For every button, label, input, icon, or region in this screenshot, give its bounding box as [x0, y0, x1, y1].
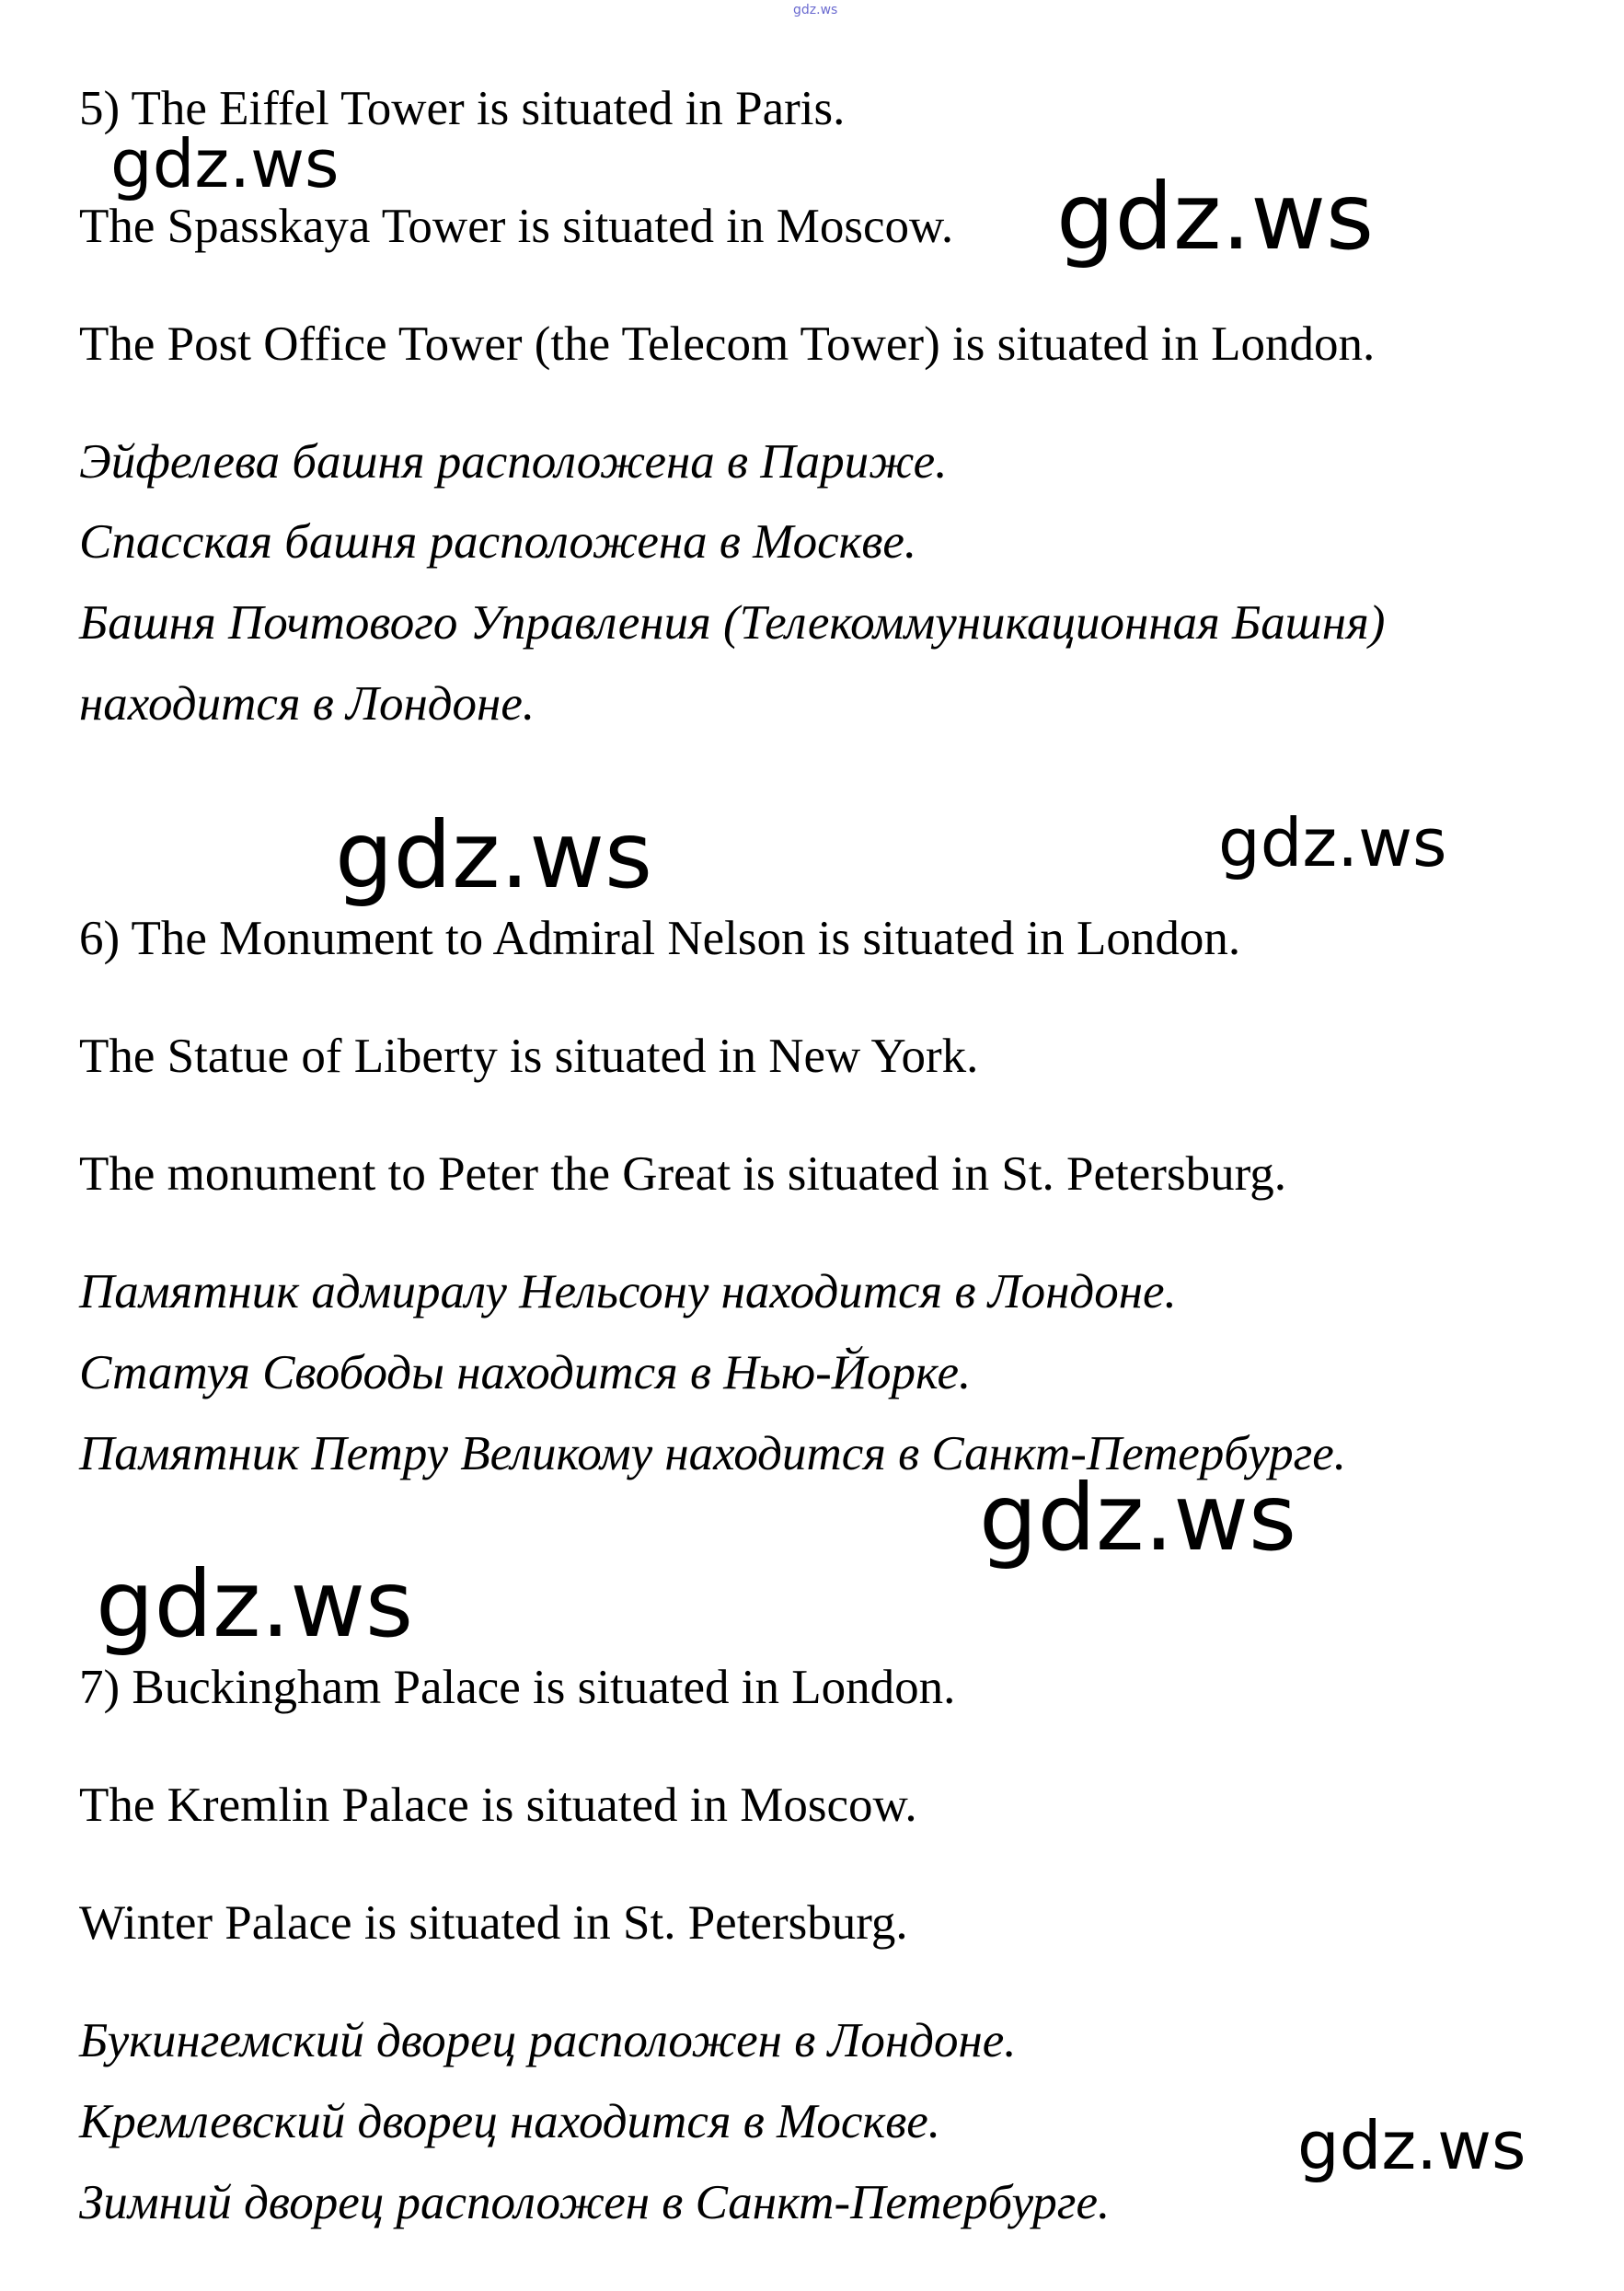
section-6-english-line-2: The Statue of Liberty is situated in New York.: [79, 1030, 979, 1083]
header-watermark: gdz.ws: [793, 3, 838, 17]
watermark: gdz.ws: [1218, 804, 1447, 881]
watermark: gdz.ws: [96, 1550, 414, 1658]
section-7-russian-line-3: Зимний дворец расположен в Санкт-Петербурге.: [79, 2176, 1111, 2229]
section-5-english-line-1: 5) The Eiffel Tower is situated in Paris.: [79, 82, 846, 135]
watermark: gdz.ws: [110, 125, 340, 202]
section-5-russian-line-4: находится в Лондоне.: [79, 677, 536, 731]
section-6-russian-line-3: Памятник Петру Великому находится в Санкт-Петербурге.: [79, 1427, 1347, 1480]
watermark: gdz.ws: [1056, 163, 1375, 271]
section-7-english-line-2: The Kremlin Palace is situated in Moscow.: [79, 1779, 917, 1832]
section-6-english-line-1: 6) The Monument to Admiral Nelson is situated in London.: [79, 912, 1241, 965]
section-6-russian-line-2: Статуя Свободы находится в Нью-Йорке.: [79, 1346, 972, 1399]
watermark: gdz.ws: [335, 801, 653, 909]
section-6-english-line-3: The monument to Peter the Great is situated in St. Petersburg.: [79, 1147, 1287, 1201]
section-5-russian-line-1: Эйфелева башня расположена в Париже.: [79, 435, 948, 489]
section-7-russian-line-1: Букингемский дворец расположен в Лондоне.: [79, 2014, 1017, 2067]
section-6-russian-line-1: Памятник адмиралу Нельсону находится в Лондоне.: [79, 1265, 1177, 1318]
section-5-russian-line-3: Башня Почтового Управления (Телекоммуникационная Башня): [79, 596, 1386, 650]
section-5-english-line-3: The Post Office Tower (the Telecom Tower) is situated in London.: [79, 317, 1376, 371]
watermark: gdz.ws: [979, 1464, 1297, 1571]
section-7-english-line-3: Winter Palace is situated in St. Petersburg.: [79, 1896, 908, 1950]
section-5-english-line-2: The Spasskaya Tower is situated in Moscow.: [79, 200, 954, 253]
section-7-russian-line-2: Кремлевский дворец находится в Москве.: [79, 2095, 940, 2148]
section-5-russian-line-2: Спасская башня расположена в Москве.: [79, 515, 917, 569]
watermark: gdz.ws: [1297, 2107, 1526, 2184]
section-7-english-line-1: 7) Buckingham Palace is situated in London.: [79, 1661, 956, 1714]
